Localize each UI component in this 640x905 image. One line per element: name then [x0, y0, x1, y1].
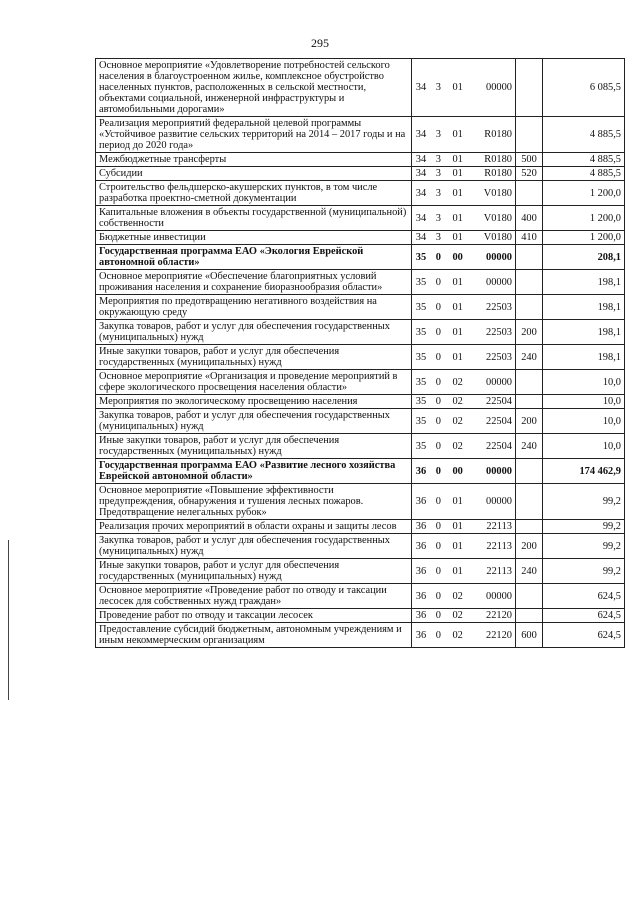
code-event: 01	[452, 129, 463, 140]
code-subprogram: 0	[435, 251, 441, 263]
row-amount: 198,1	[543, 270, 625, 295]
row-expense-type: 400	[516, 206, 543, 231]
code-subprogram: 0	[435, 629, 441, 641]
row-expense-type	[516, 370, 543, 395]
row-code	[412, 245, 516, 270]
row-name: Реализация прочих мероприятий в области охраны и защиты лесов	[96, 520, 412, 534]
code-direction: 00000	[486, 465, 512, 477]
row-code	[412, 584, 516, 609]
row-name: Субсидии	[96, 167, 412, 181]
code-direction: 00000	[486, 251, 512, 263]
row-code	[412, 370, 516, 395]
code-event: 01	[452, 187, 463, 199]
code-event: 01	[452, 521, 463, 532]
row-expense-type	[516, 245, 543, 270]
code-direction: R0180	[484, 168, 512, 179]
code-program: 35	[415, 440, 427, 452]
row-expense-type: 200	[516, 534, 543, 559]
code-subprogram: 0	[435, 376, 441, 388]
table-row	[96, 117, 625, 153]
code-program: 36	[415, 465, 427, 477]
code-event: 02	[452, 590, 463, 602]
row-amount: 4 885,5	[543, 117, 625, 153]
table-row	[96, 623, 625, 648]
code-event: 01	[452, 82, 463, 93]
code-subprogram: 3	[435, 129, 441, 140]
code-event: 01	[452, 496, 463, 507]
page-number: 295	[311, 36, 329, 50]
code-program: 34	[415, 212, 427, 224]
row-code	[412, 459, 516, 484]
row-name: Иные закупки товаров, работ и услуг для обеспечения государственных (муниципальных) нужд	[96, 559, 412, 584]
code-subprogram: 0	[435, 301, 441, 313]
table-row	[96, 534, 625, 559]
row-expense-type	[516, 395, 543, 409]
row-code	[412, 153, 516, 167]
row-code	[412, 231, 516, 245]
row-expense-type: 240	[516, 345, 543, 370]
row-amount: 624,5	[543, 609, 625, 623]
code-program: 35	[415, 251, 427, 263]
code-program: 36	[415, 610, 427, 621]
table-row	[96, 409, 625, 434]
code-subprogram: 0	[435, 565, 441, 577]
row-code	[412, 409, 516, 434]
row-expense-type	[516, 609, 543, 623]
row-code	[412, 320, 516, 345]
row-amount: 10,0	[543, 409, 625, 434]
row-name: Предоставление субсидий бюджетным, автономным учреждениям и иным некоммерческим организациям	[96, 623, 412, 648]
code-direction: 22113	[486, 565, 512, 577]
row-code	[412, 167, 516, 181]
row-name: Бюджетные инвестиции	[96, 231, 412, 245]
code-subprogram: 0	[435, 326, 441, 338]
table-row	[96, 245, 625, 270]
code-subprogram: 0	[435, 590, 441, 602]
row-name: Иные закупки товаров, работ и услуг для обеспечения государственных (муниципальных) нужд	[96, 345, 412, 370]
table-row	[96, 559, 625, 584]
table-row	[96, 59, 625, 117]
row-code	[412, 345, 516, 370]
row-code	[412, 206, 516, 231]
row-name: Закупка товаров, работ и услуг для обеспечения государственных (муниципальных) нужд	[96, 320, 412, 345]
code-event: 01	[452, 212, 463, 224]
code-direction: 00000	[486, 82, 512, 93]
code-subprogram: 0	[435, 440, 441, 452]
code-subprogram: 3	[435, 168, 441, 179]
row-code	[412, 117, 516, 153]
code-subprogram: 3	[435, 82, 441, 93]
code-direction: 22504	[486, 415, 512, 427]
row-expense-type	[516, 459, 543, 484]
table-row	[96, 206, 625, 231]
table-row	[96, 609, 625, 623]
code-direction: 22120	[486, 629, 512, 641]
row-code	[412, 395, 516, 409]
row-name: Основное мероприятие «Удовлетворение потребностей сельского населения в благоустроенном жилье, комплексное обустройство населенных пунктов, расположенных в сельской местности, объектами социальной, инженерной инфраструктуры и автомобильными дорогами»	[96, 59, 412, 117]
row-expense-type: 200	[516, 409, 543, 434]
code-program: 36	[415, 629, 427, 641]
margin-line	[8, 540, 9, 700]
row-expense-type	[516, 59, 543, 117]
code-program: 34	[415, 82, 427, 93]
code-program: 34	[415, 154, 427, 165]
row-amount: 10,0	[543, 395, 625, 409]
code-event: 01	[452, 168, 463, 179]
row-amount: 624,5	[543, 623, 625, 648]
code-event: 02	[452, 440, 463, 452]
code-event: 01	[452, 540, 463, 552]
code-event: 02	[452, 376, 463, 388]
table-row	[96, 484, 625, 520]
code-program: 36	[415, 540, 427, 552]
code-event: 02	[452, 396, 463, 407]
code-event: 01	[452, 565, 463, 577]
code-event: 01	[452, 301, 463, 313]
row-name: Государственная программа ЕАО «Развитие лесного хозяйства Еврейской автономной области»	[96, 459, 412, 484]
row-name: Мероприятия по экологическому просвещению населения	[96, 395, 412, 409]
code-program: 34	[415, 168, 427, 179]
table-row	[96, 345, 625, 370]
row-expense-type	[516, 520, 543, 534]
code-direction: 22504	[486, 440, 512, 452]
code-program: 35	[415, 396, 427, 407]
code-subprogram: 3	[435, 212, 441, 224]
row-amount: 10,0	[543, 370, 625, 395]
row-name: Основное мероприятие «Повышение эффективности предупреждения, обнаружения и тушения лесных пожаров. Предотвращение нелегальных рубок»	[96, 484, 412, 520]
code-subprogram: 0	[435, 540, 441, 552]
row-amount: 624,5	[543, 584, 625, 609]
code-program: 35	[415, 326, 427, 338]
table-row	[96, 153, 625, 167]
row-expense-type	[516, 584, 543, 609]
row-name: Закупка товаров, работ и услуг для обеспечения государственных (муниципальных) нужд	[96, 409, 412, 434]
code-event: 01	[452, 276, 463, 288]
code-subprogram: 3	[435, 154, 441, 165]
code-event: 00	[452, 251, 463, 263]
code-direction: 00000	[486, 590, 512, 602]
code-event: 01	[452, 326, 463, 338]
code-subprogram: 0	[435, 521, 441, 532]
table-row	[96, 584, 625, 609]
row-name: Проведение работ по отводу и таксации лесосек	[96, 609, 412, 623]
row-code	[412, 623, 516, 648]
row-name: Межбюджетные трансферты	[96, 153, 412, 167]
row-amount: 4 885,5	[543, 167, 625, 181]
code-direction: 22503	[486, 326, 512, 338]
code-direction: 22504	[486, 396, 512, 407]
code-program: 35	[415, 415, 427, 427]
code-direction: R0180	[484, 129, 512, 140]
budget-table-body	[96, 59, 625, 648]
table-row	[96, 459, 625, 484]
code-event: 02	[452, 610, 463, 621]
code-subprogram: 0	[435, 610, 441, 621]
code-subprogram: 3	[435, 232, 441, 243]
row-name: Мероприятия по предотвращению негативного воздействия на окружающую среду	[96, 295, 412, 320]
code-direction: R0180	[484, 154, 512, 165]
table-row	[96, 231, 625, 245]
code-direction: V0180	[483, 187, 512, 199]
table-row	[96, 370, 625, 395]
row-code	[412, 534, 516, 559]
row-amount: 174 462,9	[543, 459, 625, 484]
row-amount: 1 200,0	[543, 231, 625, 245]
row-name: Основное мероприятие «Проведение работ по отводу и таксации лесосек для собственных нужд граждан»	[96, 584, 412, 609]
code-program: 34	[415, 232, 427, 243]
table-row	[96, 395, 625, 409]
code-event: 02	[452, 629, 463, 641]
row-amount: 208,1	[543, 245, 625, 270]
code-subprogram: 0	[435, 415, 441, 427]
row-name: Закупка товаров, работ и услуг для обеспечения государственных (муниципальных) нужд	[96, 534, 412, 559]
code-program: 35	[415, 376, 427, 388]
row-amount: 198,1	[543, 345, 625, 370]
code-direction: 22113	[486, 521, 512, 532]
code-direction: 22503	[486, 351, 512, 363]
row-code	[412, 181, 516, 206]
row-code	[412, 270, 516, 295]
code-direction: V0180	[483, 232, 512, 243]
code-direction: 00000	[486, 276, 512, 288]
row-amount: 99,2	[543, 484, 625, 520]
row-expense-type	[516, 295, 543, 320]
code-program: 36	[415, 521, 427, 532]
row-name: Основное мероприятие «Организация и проведение мероприятий в сфере экологического просвещения населения области»	[96, 370, 412, 395]
row-expense-type	[516, 270, 543, 295]
row-code	[412, 609, 516, 623]
code-program: 35	[415, 351, 427, 363]
code-program: 36	[415, 590, 427, 602]
code-direction: 22113	[486, 540, 512, 552]
row-amount: 198,1	[543, 295, 625, 320]
code-program: 35	[415, 301, 427, 313]
row-name: Реализация мероприятий федеральной целевой программы «Устойчивое развитие сельских территорий на 2014 – 2017 годы и на период до 2020 года»	[96, 117, 412, 153]
row-expense-type: 600	[516, 623, 543, 648]
code-program: 35	[415, 276, 427, 288]
code-subprogram: 0	[435, 351, 441, 363]
table-row	[96, 320, 625, 345]
code-subprogram: 0	[435, 396, 441, 407]
code-event: 01	[452, 351, 463, 363]
code-direction: 22120	[486, 610, 512, 621]
code-program: 34	[415, 187, 427, 199]
row-expense-type: 500	[516, 153, 543, 167]
row-code	[412, 520, 516, 534]
row-amount: 99,2	[543, 559, 625, 584]
row-expense-type: 240	[516, 559, 543, 584]
row-amount: 99,2	[543, 520, 625, 534]
row-expense-type	[516, 117, 543, 153]
row-amount: 99,2	[543, 534, 625, 559]
code-program: 36	[415, 565, 427, 577]
table-row	[96, 270, 625, 295]
row-code	[412, 295, 516, 320]
code-subprogram: 0	[435, 465, 441, 477]
code-subprogram: 0	[435, 276, 441, 288]
table-row	[96, 167, 625, 181]
code-event: 01	[452, 154, 463, 165]
row-name: Иные закупки товаров, работ и услуг для обеспечения государственных (муниципальных) нужд	[96, 434, 412, 459]
code-subprogram: 0	[435, 496, 441, 507]
budget-table	[95, 58, 625, 648]
row-name: Строительство фельдшерско-акушерских пунктов, в том числе разработка проектно-сметной документации	[96, 181, 412, 206]
code-event: 02	[452, 415, 463, 427]
row-expense-type: 410	[516, 231, 543, 245]
row-expense-type	[516, 484, 543, 520]
table-row	[96, 520, 625, 534]
code-event: 00	[452, 465, 463, 477]
code-event: 01	[452, 232, 463, 243]
row-code	[412, 559, 516, 584]
code-program: 36	[415, 496, 427, 507]
row-code	[412, 434, 516, 459]
row-expense-type: 240	[516, 434, 543, 459]
row-amount: 198,1	[543, 320, 625, 345]
row-amount: 4 885,5	[543, 153, 625, 167]
table-row	[96, 434, 625, 459]
row-expense-type	[516, 181, 543, 206]
code-subprogram: 3	[435, 187, 441, 199]
row-amount: 6 085,5	[543, 59, 625, 117]
row-amount: 10,0	[543, 434, 625, 459]
row-amount: 1 200,0	[543, 206, 625, 231]
code-direction: 00000	[486, 376, 512, 388]
row-name: Основное мероприятие «Обеспечение благоприятных условий проживания населения и сохранение биоразнообразия области»	[96, 270, 412, 295]
row-expense-type: 520	[516, 167, 543, 181]
code-program: 34	[415, 129, 427, 140]
row-name: Капитальные вложения в объекты государственной (муниципальной) собственности	[96, 206, 412, 231]
row-code	[412, 484, 516, 520]
code-direction: V0180	[483, 212, 512, 224]
code-direction: 22503	[486, 301, 512, 313]
table-row	[96, 181, 625, 206]
row-amount: 1 200,0	[543, 181, 625, 206]
code-direction: 00000	[486, 496, 512, 507]
row-code	[412, 59, 516, 117]
row-name: Государственная программа ЕАО «Экология Еврейской автономной области»	[96, 245, 412, 270]
table-row	[96, 295, 625, 320]
row-expense-type: 200	[516, 320, 543, 345]
